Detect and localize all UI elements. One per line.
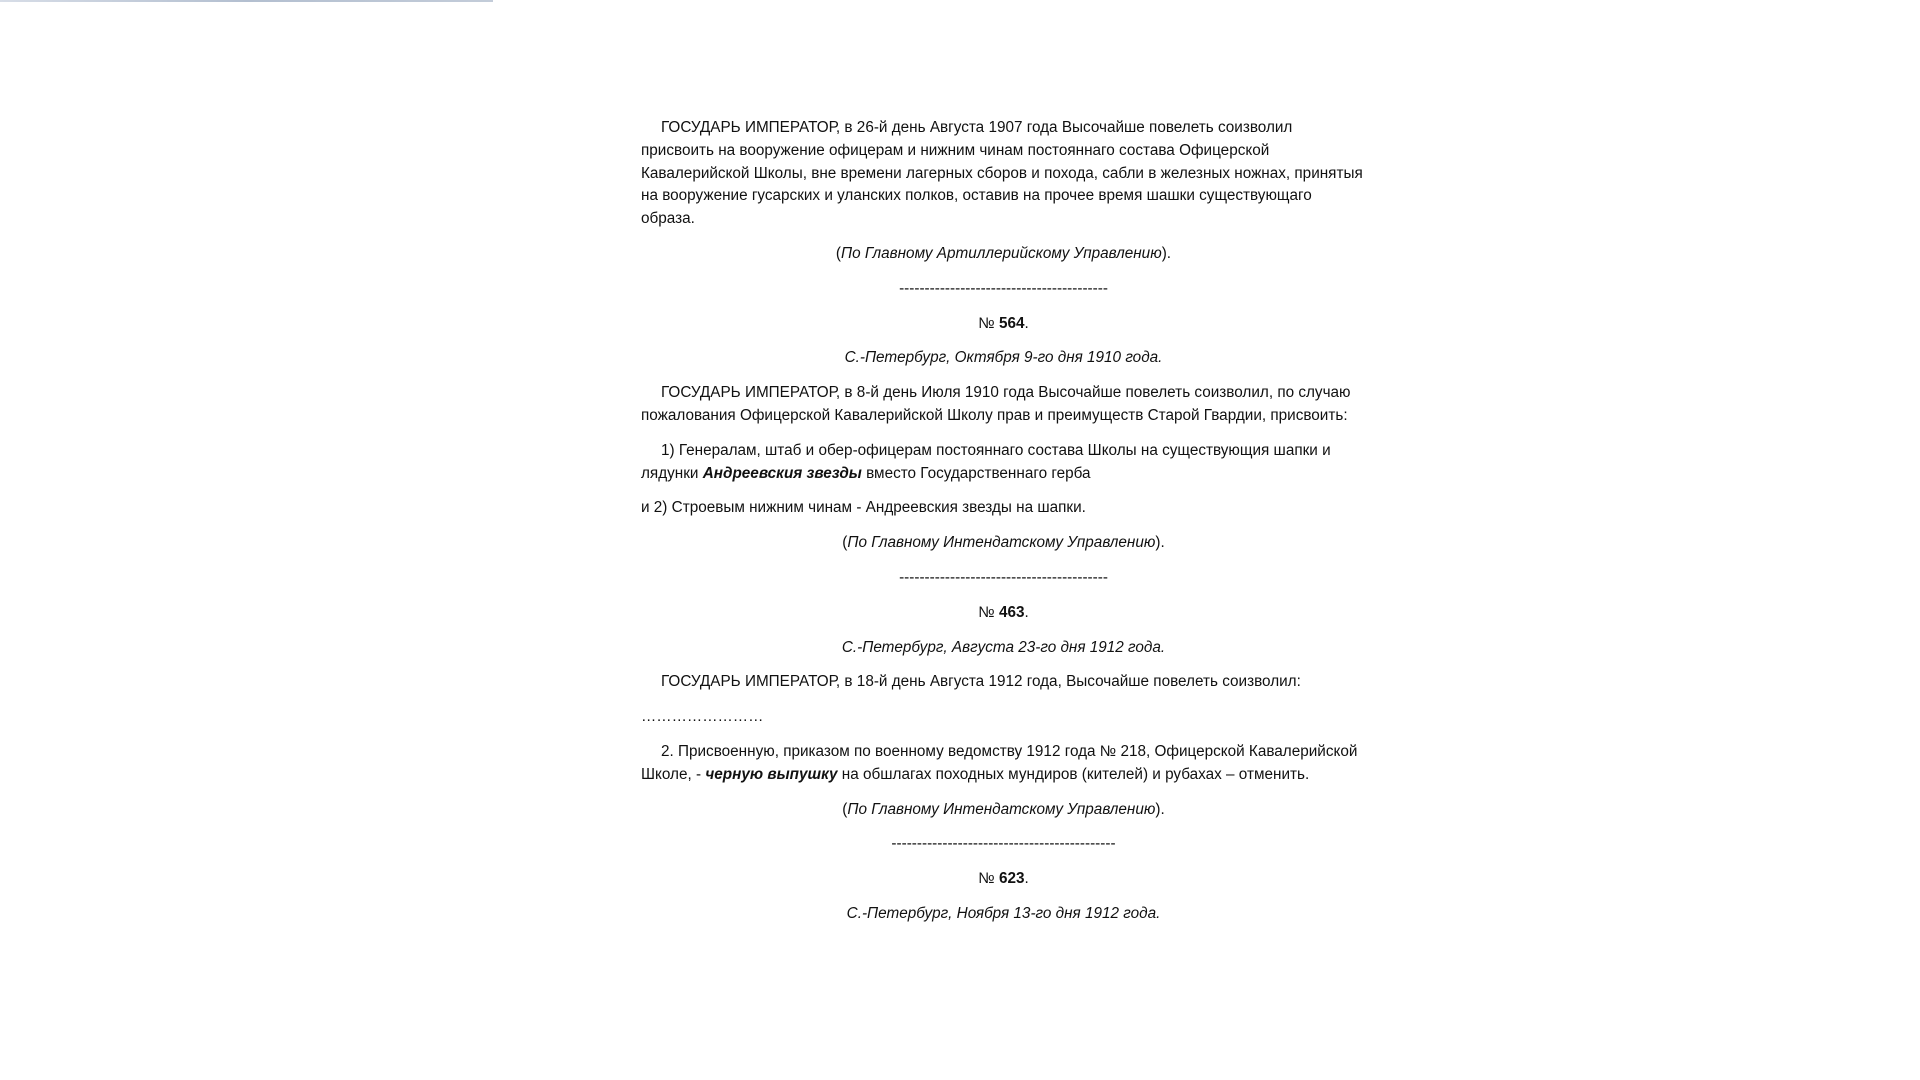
item-1-text-end: вместо Государственнаго герба bbox=[861, 464, 1091, 482]
reference-open-paren: ( bbox=[842, 534, 848, 552]
number-suffix: . bbox=[1024, 314, 1029, 332]
reference-close-paren: ). bbox=[1155, 534, 1165, 552]
order-number-564 bbox=[641, 313, 1366, 336]
reference-open-paren: ( bbox=[835, 244, 842, 262]
number-value: 623 bbox=[998, 870, 1025, 888]
paragraph-order-1912: ГОСУДАРЬ ИМПЕРАТОР, в 18-й день Августа 1912 года, Высочайше повелеть соизволил: bbox=[661, 673, 1301, 691]
number-value: 564 bbox=[998, 314, 1025, 332]
paragraph-item-2-1912 bbox=[641, 741, 1366, 787]
order-number-463 bbox=[641, 602, 1366, 625]
separator-line: -------------------------------------------- bbox=[891, 835, 1116, 853]
paragraph-order-1907: ГОСУДАРЬ ИМПЕРАТОР, в 26-й день Августа 1907 года Высочайше повелеть соизволил присвоить на вооружение офицерам и нижним чинам постояннаго состава Офицерской Кавалерийской Школы, вне времени лагерных сборов и похода, сабли в железных ножнах, принятыя на вооружение гусарских и уланских полков, оставив на прочее время шашки существующаго образа. bbox=[641, 119, 1363, 228]
reference-intendant-2 bbox=[641, 799, 1366, 822]
number-suffix: . bbox=[1024, 603, 1029, 621]
order-date-1912-november: С.-Петербург, Ноября 13-го дня 1912 года. bbox=[846, 904, 1161, 922]
paragraph-item-1 bbox=[641, 440, 1366, 486]
reference-text: По Главному Интендатскому Управлению bbox=[847, 800, 1156, 818]
reference-text: По Главному Интендатскому Управлению bbox=[847, 534, 1156, 552]
number-prefix: № bbox=[978, 314, 999, 332]
item-emphasis: черную выпушку bbox=[705, 765, 838, 783]
reference-close-paren: ). bbox=[1155, 800, 1165, 818]
order-date-1910: С.-Петербург, Октября 9-го дня 1910 года. bbox=[844, 349, 1163, 367]
document-page bbox=[641, 117, 1366, 938]
number-suffix: . bbox=[1024, 870, 1029, 888]
item-1-emphasis: Андреевския звезды bbox=[702, 464, 862, 482]
item-1-text: 1) Генералам, штаб и обер-офицерам постояннаго состава Школы на существующия шапки и лядунки bbox=[641, 441, 1331, 482]
number-prefix: № bbox=[978, 870, 999, 888]
reference-artillery bbox=[641, 243, 1366, 266]
order-date-1912-august: С.-Петербург, Августа 23-го дня 1912 года. bbox=[841, 638, 1166, 656]
separator-line: ----------------------------------------- bbox=[899, 568, 1108, 586]
number-prefix: № bbox=[978, 603, 999, 621]
paragraph-item-2: и 2) Строевым нижним чинам - Андреевския звезды на шапки. bbox=[641, 499, 1086, 517]
paragraph-order-1910: ГОСУДАРЬ ИМПЕРАТОР, в 8-й день Июля 1910 года Высочайше повелеть соизволил, по случаю пожалования Офицерской Кавалерийской Школу прав и преимуществ Старой Гвардии, присвоить: bbox=[641, 384, 1351, 424]
item-text-end: на обшлагах походных мундиров (кителей) и рубахах – отменить. bbox=[837, 765, 1310, 783]
item-text: 2. Присвоенную, приказом по военному ведомству 1912 года № 218, Офицерской Кавалерийской Школе, - bbox=[641, 742, 1358, 783]
reference-close-paren: ). bbox=[1161, 244, 1172, 262]
ellipsis-dots: …………………… bbox=[641, 708, 764, 726]
reference-text: По Главному Артиллерийскому Управлению bbox=[841, 244, 1162, 262]
reference-intendant-1 bbox=[641, 532, 1366, 555]
number-value: 463 bbox=[998, 603, 1025, 621]
top-accent-line bbox=[0, 0, 493, 2]
reference-open-paren: ( bbox=[842, 800, 848, 818]
separator-line: ----------------------------------------- bbox=[899, 279, 1108, 297]
order-number-623 bbox=[641, 868, 1366, 891]
